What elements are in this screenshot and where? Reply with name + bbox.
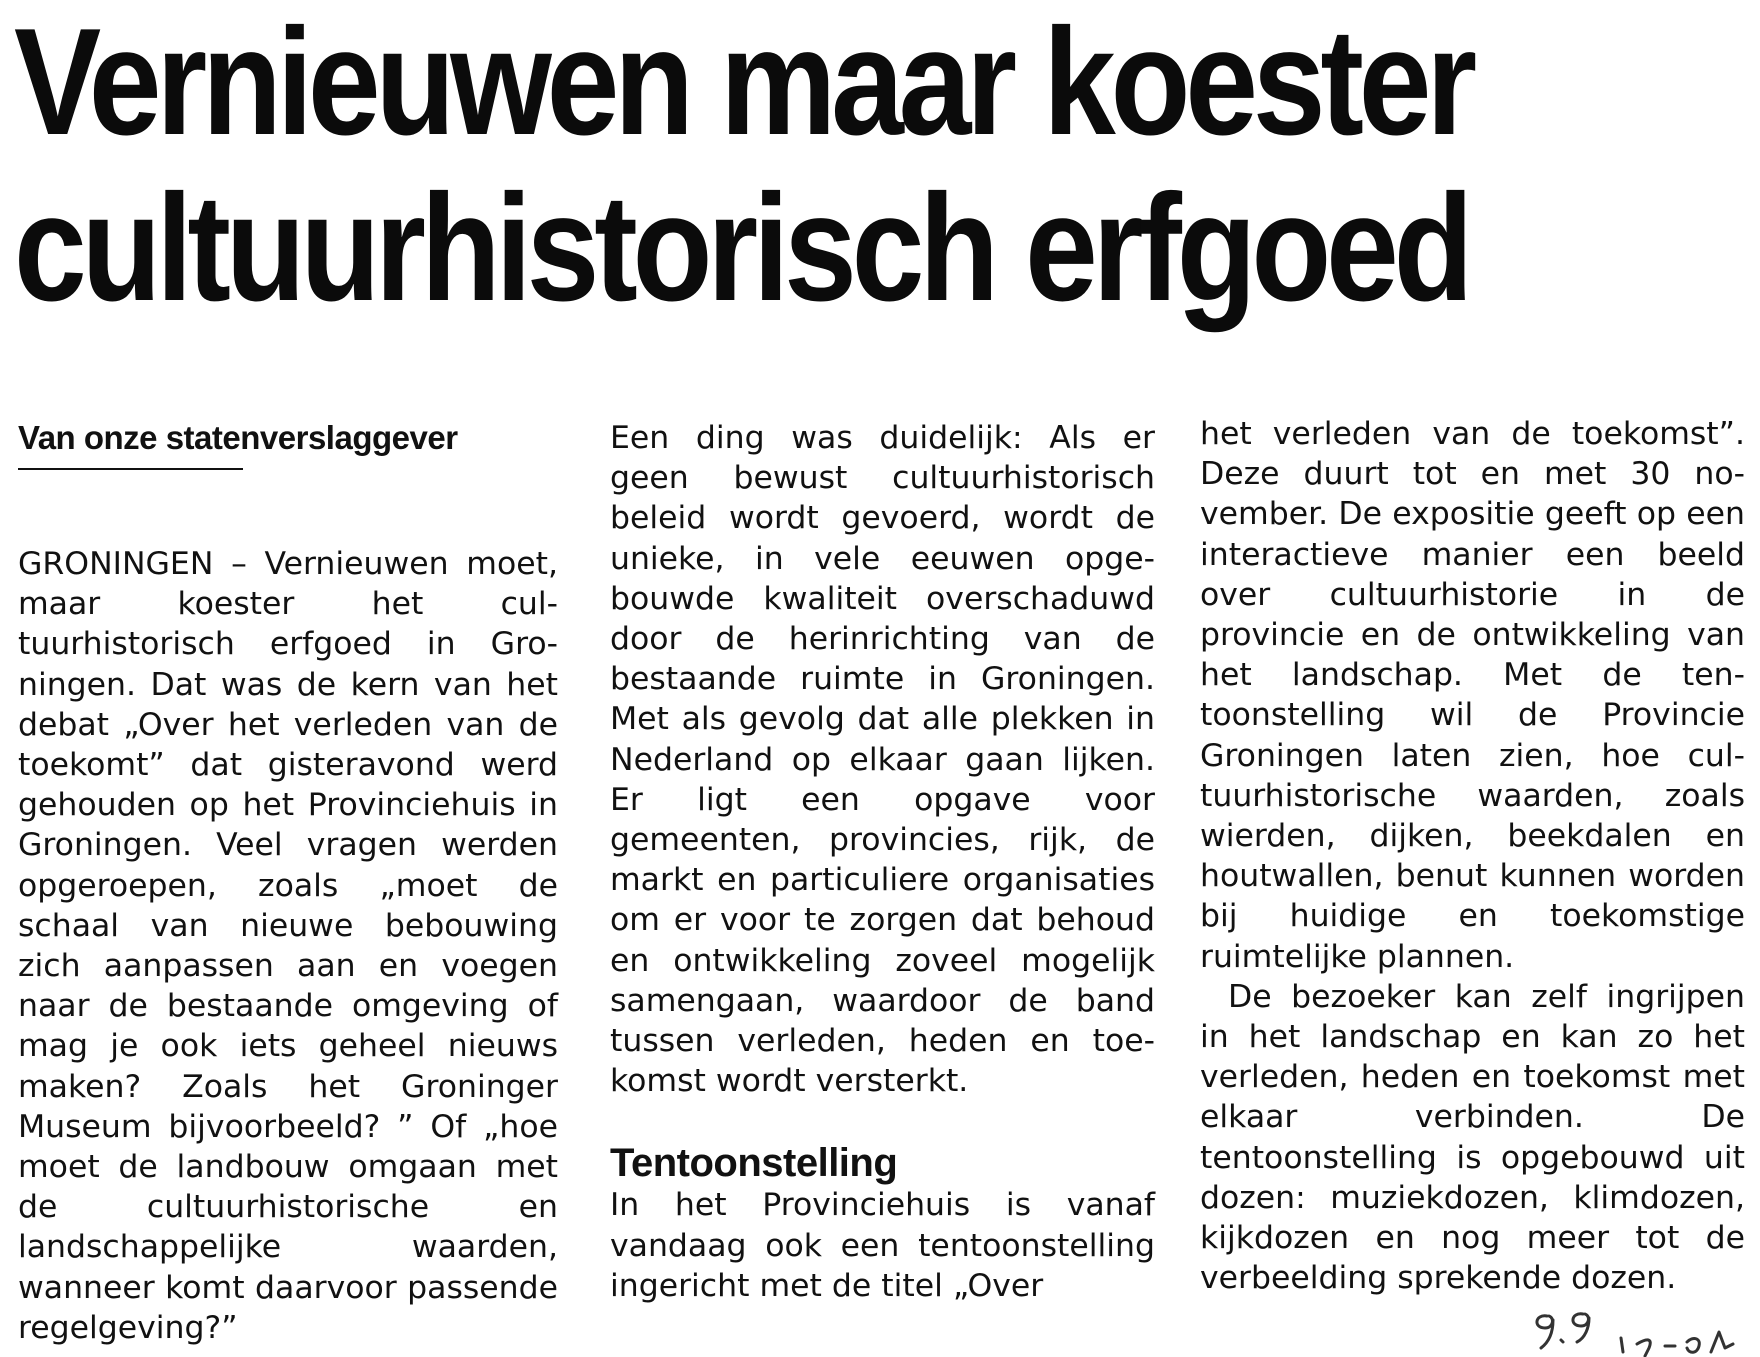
paragraph-exhibition-continued: het verleden van de toekomst”. Deze duurt tot en met 30 november. De expositie geeft op een interactieve manier een beeld over cultuurhistorie in de provincie en de ontwikkeling van het landschap. Met de tentoonstelling wil de Provincie Groningen laten zien, hoe cultuurhistorische waarden, zoals wierden, dijken, beekdalen en houtwallen, benut kunnen worden bij huidige en toekomstige ruimtelijke plannen.	[1200, 416, 1745, 975]
column-3	[1200, 414, 1745, 1298]
paragraph-exhibition-start: In het Provinciehuis is vanaf vandaag ook een tentoonstelling ingericht met de titel „Over	[610, 1187, 1155, 1304]
handwritten-date-signature	[1525, 1308, 1745, 1357]
column-2	[610, 418, 1155, 1306]
paragraph-intro: GRONINGEN – Vernieuwen moet, maar koester het cultuurhistorisch erfgoed in Groningen. Dat was de kern van het debat „Over het verleden van de toekomt” dat gisteravond werd gehouden op het Provinciehuis in Groningen. Veel vragen werden opgeroepen, zoals „moet de schaal van nieuwe bebouwing zich aanpassen aan en voegen naar de bestaande omgeving of mag je ook iets geheel nieuws maken? Zoals het Groninger Museum bijvoorbeeld? ” Of „hoe moet de landbouw omgaan met de cultuurhistorische en landschappelijke waarden, wanneer komt daarvoor passende regelgeving?”	[18, 546, 558, 1346]
byline-underline	[18, 468, 243, 470]
paragraph-visitor: De bezoeker kan zelf ingrijpen in het landschap en kan zo het verleden, heden en toekomst met elkaar verbinden. De tentoonstelling is opgebouwd uit dozen: muziekdozen, klimdozen, kijkdozen en nog meer tot de verbeelding sprekende dozen.	[1200, 978, 1745, 1297]
byline: Van onze statenverslaggever	[18, 419, 458, 456]
subhead-tentoonstelling: Tentoonstelling	[610, 1141, 898, 1186]
paragraph-conclusion: Een ding was duidelijk: Als er geen bewust cultuurhistorisch beleid wordt gevoerd, wordt de unieke, in vele eeuwen opgebouwde kwaliteit overschaduwd door de herinrichting van de bestaande ruimte in Groningen. Met als gevolg dat alle plekken in Nederland op elkaar gaan lijken. Er ligt een opgave voor gemeenten, provincies, rijk, de markt en particuliere organisaties om er voor te zorgen dat behoud en ontwikkeling zoveel mogelijk samengaan, waardoor de band tussen verleden, heden en toekomst wordt versterkt.	[610, 420, 1155, 1100]
column-1	[18, 418, 558, 1348]
headline-line-2: cultuurhistorisch erfgoed	[14, 163, 1469, 333]
headline-line-1: Vernieuwen maar koester	[14, 0, 1473, 167]
